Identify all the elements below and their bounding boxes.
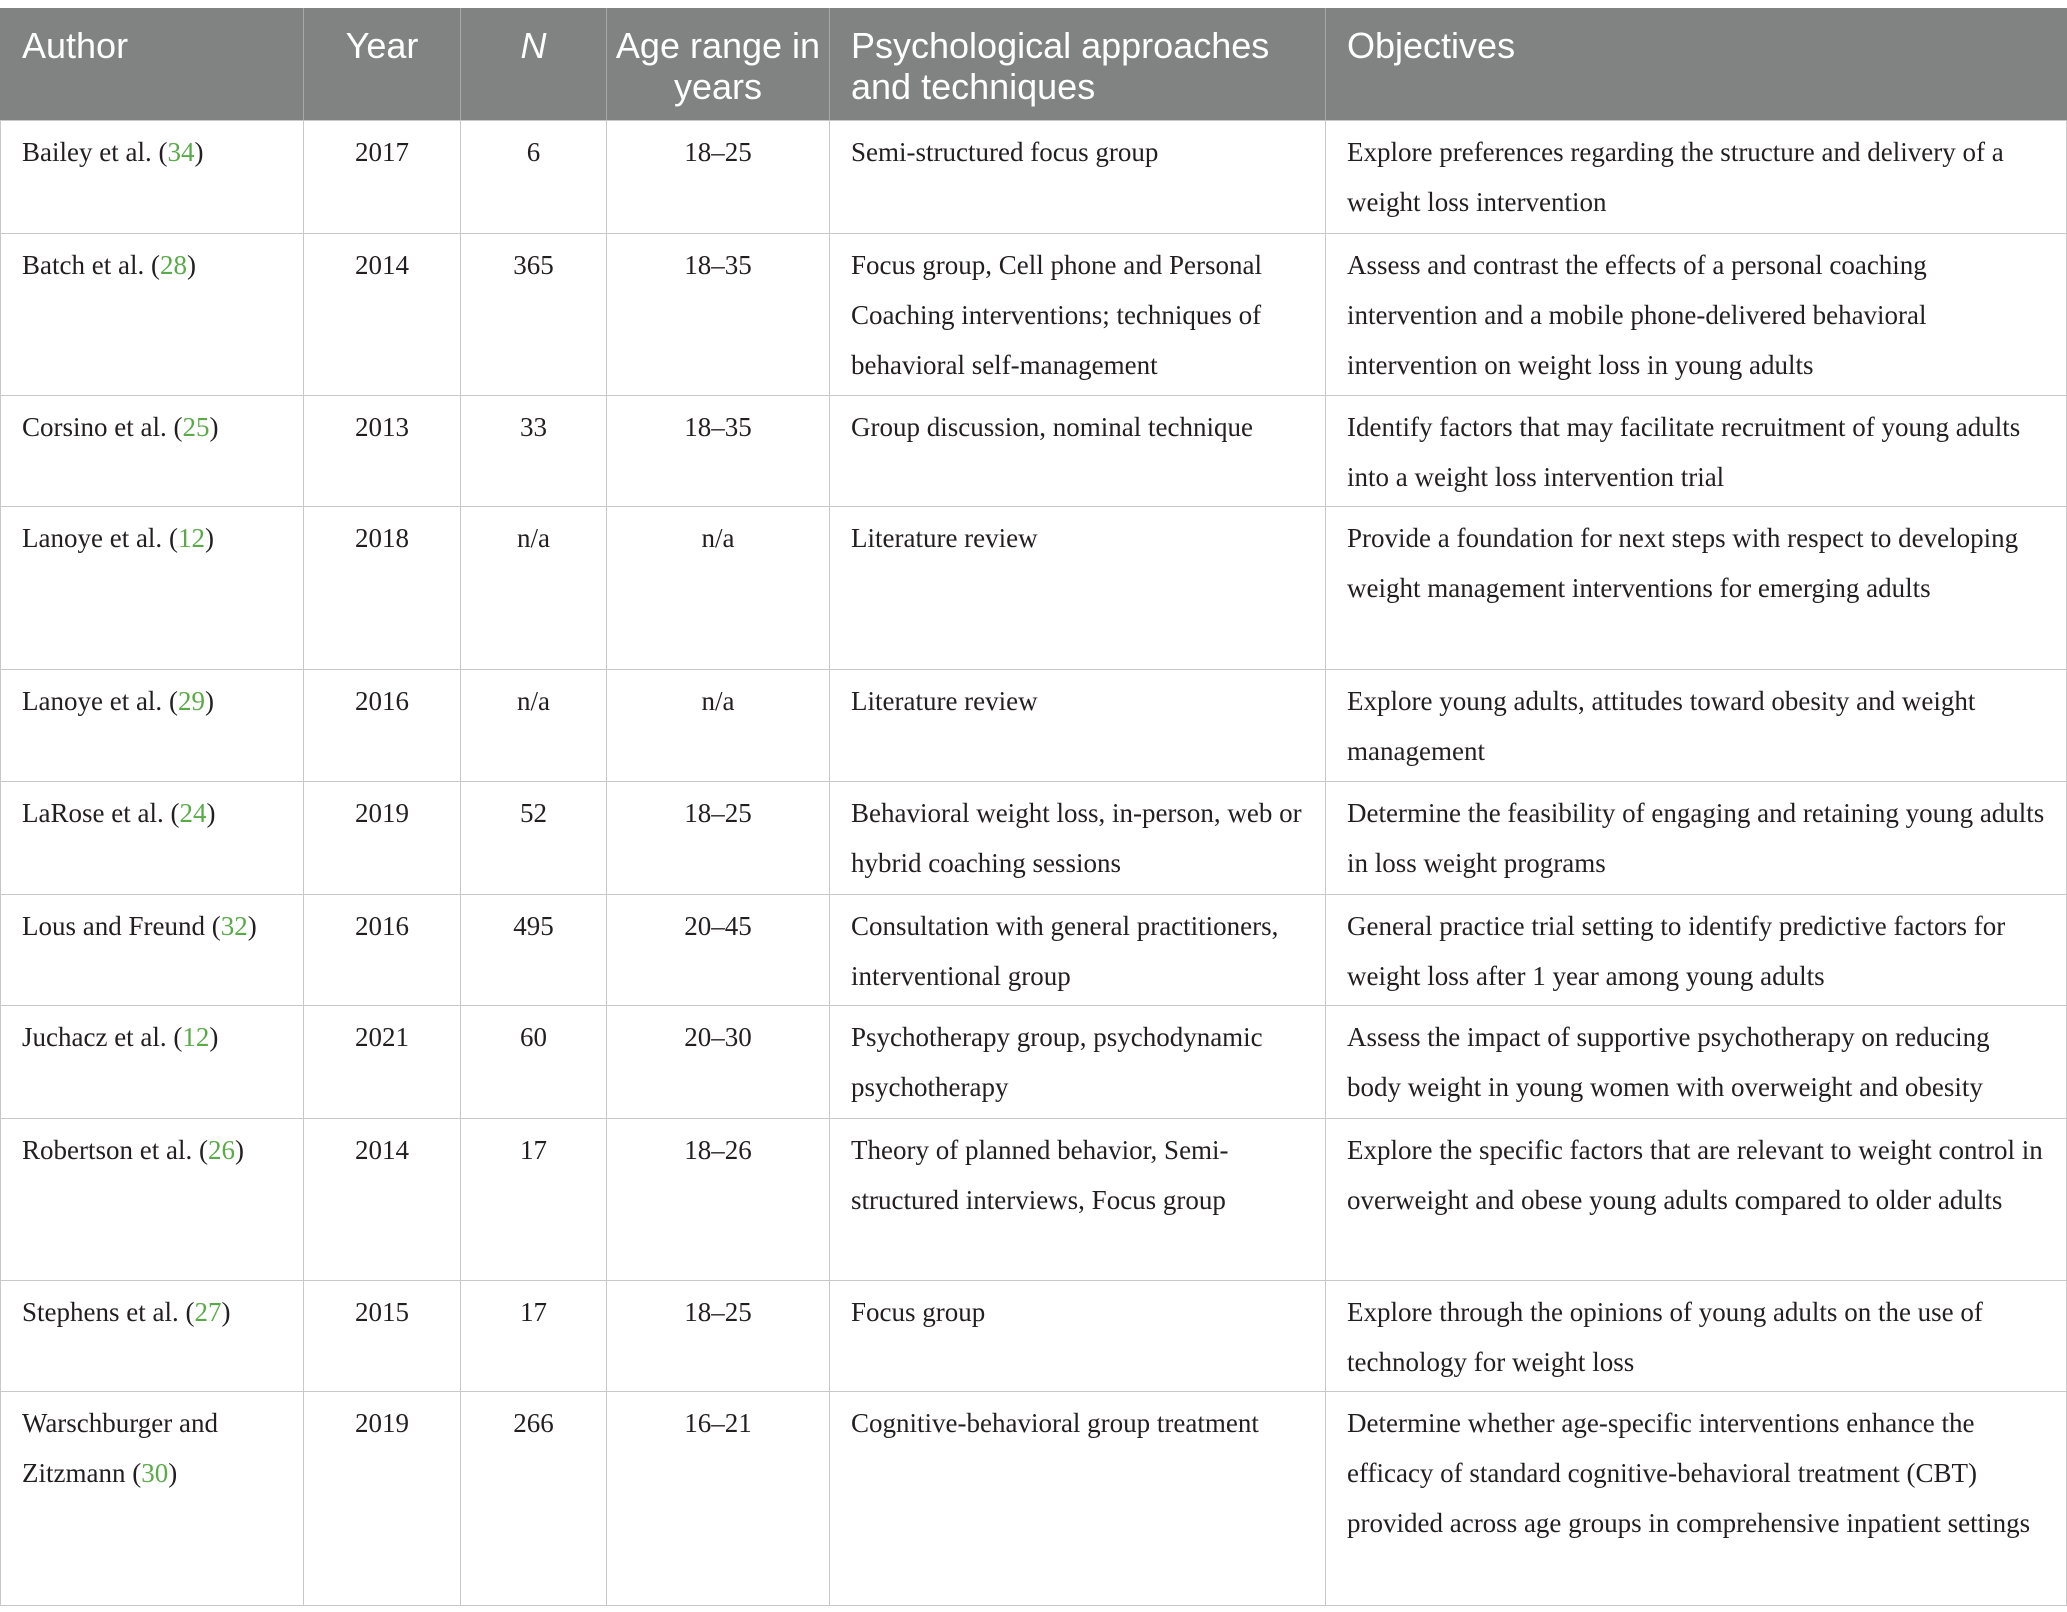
age-range-cell: 18–35 (607, 234, 830, 396)
age-range-cell: 20–45 (607, 895, 830, 1006)
reference-link[interactable]: 26 (207, 1135, 235, 1165)
author-cell: Lanoye et al. (29) (1, 670, 304, 782)
author-cell: Lanoye et al. (12) (1, 507, 304, 670)
author-cell: Warschburger and Zitzmann (30) (1, 1392, 304, 1606)
age-range-cell: n/a (607, 670, 830, 782)
author-name: LaRose et al. (22, 798, 164, 828)
author-cell: Robertson et al. (26) (1, 1119, 304, 1281)
approaches-cell: Focus group, Cell phone and Personal Coaching interventions; techniques of behavioral self-management (830, 234, 1326, 396)
table-row (1, 234, 2067, 396)
table-row (1, 895, 2067, 1006)
header-row (1, 9, 2067, 121)
reference-link[interactable]: 34 (167, 137, 195, 167)
table-row (1, 782, 2067, 895)
header-objectives: Objectives (1326, 9, 2067, 121)
age-range-cell: 18–25 (607, 121, 830, 234)
year-cell: 2015 (304, 1281, 461, 1392)
n-cell: 33 (461, 396, 607, 507)
objectives-cell: Provide a foundation for next steps with respect to developing weight management interventions for emerging adults (1326, 507, 2067, 670)
studies-table (0, 8, 2067, 1606)
n-cell: 17 (461, 1281, 607, 1392)
year-cell: 2014 (304, 1119, 461, 1281)
year-cell: 2016 (304, 895, 461, 1006)
age-range-cell: 18–35 (607, 396, 830, 507)
author-name: Bailey et al. (22, 137, 152, 167)
age-range-cell: 18–25 (607, 782, 830, 895)
objectives-cell: Determine whether age-specific interventions enhance the efficacy of standard cognitive-behavioral treatment (CBT) provided across age groups in comprehensive inpatient settings (1326, 1392, 2067, 1606)
reference-link[interactable]: 12 (177, 523, 205, 553)
author-name: Robertson et al. (22, 1135, 193, 1165)
header-approaches: Psychological approaches and techniques (830, 9, 1326, 121)
reference-link[interactable]: 30 (141, 1458, 169, 1488)
author-name: Juchacz et al. (22, 1022, 167, 1052)
table-row (1, 121, 2067, 234)
age-range-cell: 20–30 (607, 1006, 830, 1119)
reference-link[interactable]: 25 (182, 412, 210, 442)
reference-link[interactable]: 12 (182, 1022, 210, 1052)
n-cell: 60 (461, 1006, 607, 1119)
table-row (1, 396, 2067, 507)
reference-link[interactable]: 32 (220, 911, 248, 941)
header-n: N (461, 9, 607, 121)
n-cell: 52 (461, 782, 607, 895)
author-cell: LaRose et al. (24) (1, 782, 304, 895)
n-cell: 365 (461, 234, 607, 396)
author-name: Corsino et al. (22, 412, 167, 442)
objectives-cell: Assess and contrast the effects of a personal coaching intervention and a mobile phone-delivered behavioral intervention on weight loss in young adults (1326, 234, 2067, 396)
age-range-cell: 18–26 (607, 1119, 830, 1281)
n-cell: 266 (461, 1392, 607, 1606)
reference-link[interactable]: 24 (179, 798, 207, 828)
table-header (1, 9, 2067, 121)
author-cell: Corsino et al. (25) (1, 396, 304, 507)
approaches-cell: Psychotherapy group, psychodynamic psychotherapy (830, 1006, 1326, 1119)
author-name: Batch et al. (22, 250, 145, 280)
table-row (1, 670, 2067, 782)
year-cell: 2014 (304, 234, 461, 396)
n-cell: 17 (461, 1119, 607, 1281)
author-cell: Batch et al. (28) (1, 234, 304, 396)
year-cell: 2019 (304, 1392, 461, 1606)
author-name: Lanoye et al. (22, 686, 163, 716)
approaches-cell: Behavioral weight loss, in-person, web or hybrid coaching sessions (830, 782, 1326, 895)
author-cell: Juchacz et al. (12) (1, 1006, 304, 1119)
author-cell: Lous and Freund (32) (1, 895, 304, 1006)
year-cell: 2018 (304, 507, 461, 670)
table-row (1, 1392, 2067, 1606)
objectives-cell: Assess the impact of supportive psychotherapy on reducing body weight in young women with overweight and obesity (1326, 1006, 2067, 1119)
reference-link[interactable]: 29 (177, 686, 205, 716)
objectives-cell: Explore through the opinions of young adults on the use of technology for weight loss (1326, 1281, 2067, 1392)
author-name: Warschburger and Zitzmann (22, 1408, 219, 1488)
year-cell: 2013 (304, 396, 461, 507)
reference-link[interactable]: 27 (194, 1297, 222, 1327)
approaches-cell: Group discussion, nominal technique (830, 396, 1326, 507)
objectives-cell: Identify factors that may facilitate recruitment of young adults into a weight loss intervention trial (1326, 396, 2067, 507)
approaches-cell: Theory of planned behavior, Semi-structured interviews, Focus group (830, 1119, 1326, 1281)
header-author: Author (1, 9, 304, 121)
table-row (1, 1119, 2067, 1281)
year-cell: 2021 (304, 1006, 461, 1119)
age-range-cell: n/a (607, 507, 830, 670)
reference-link[interactable]: 28 (159, 250, 187, 280)
age-range-cell: 18–25 (607, 1281, 830, 1392)
objectives-cell: Explore young adults, attitudes toward obesity and weight management (1326, 670, 2067, 782)
approaches-cell: Literature review (830, 670, 1326, 782)
header-age-range: Age range in years (607, 9, 830, 121)
year-cell: 2016 (304, 670, 461, 782)
objectives-cell: General practice trial setting to identify predictive factors for weight loss after 1 year among young adults (1326, 895, 2067, 1006)
year-cell: 2019 (304, 782, 461, 895)
year-cell: 2017 (304, 121, 461, 234)
table-row (1, 1281, 2067, 1392)
approaches-cell: Literature review (830, 507, 1326, 670)
n-cell: 495 (461, 895, 607, 1006)
table-row (1, 507, 2067, 670)
approaches-cell: Cognitive-behavioral group treatment (830, 1392, 1326, 1606)
author-cell: Stephens et al. (27) (1, 1281, 304, 1392)
author-cell: Bailey et al. (34) (1, 121, 304, 234)
n-cell: 6 (461, 121, 607, 234)
table-body (1, 121, 2067, 1606)
objectives-cell: Determine the feasibility of engaging and retaining young adults in loss weight programs (1326, 782, 2067, 895)
approaches-cell: Focus group (830, 1281, 1326, 1392)
objectives-cell: Explore the specific factors that are relevant to weight control in overweight and obese young adults compared to older adults (1326, 1119, 2067, 1281)
n-cell: n/a (461, 670, 607, 782)
author-name: Lanoye et al. (22, 523, 163, 553)
objectives-cell: Explore preferences regarding the structure and delivery of a weight loss intervention (1326, 121, 2067, 234)
n-cell: n/a (461, 507, 607, 670)
header-year: Year (304, 9, 461, 121)
author-name: Stephens et al. (22, 1297, 179, 1327)
approaches-cell: Consultation with general practitioners, interventional group (830, 895, 1326, 1006)
author-name: Lous and Freund (22, 911, 205, 941)
approaches-cell: Semi-structured focus group (830, 121, 1326, 234)
age-range-cell: 16–21 (607, 1392, 830, 1606)
table-row (1, 1006, 2067, 1119)
